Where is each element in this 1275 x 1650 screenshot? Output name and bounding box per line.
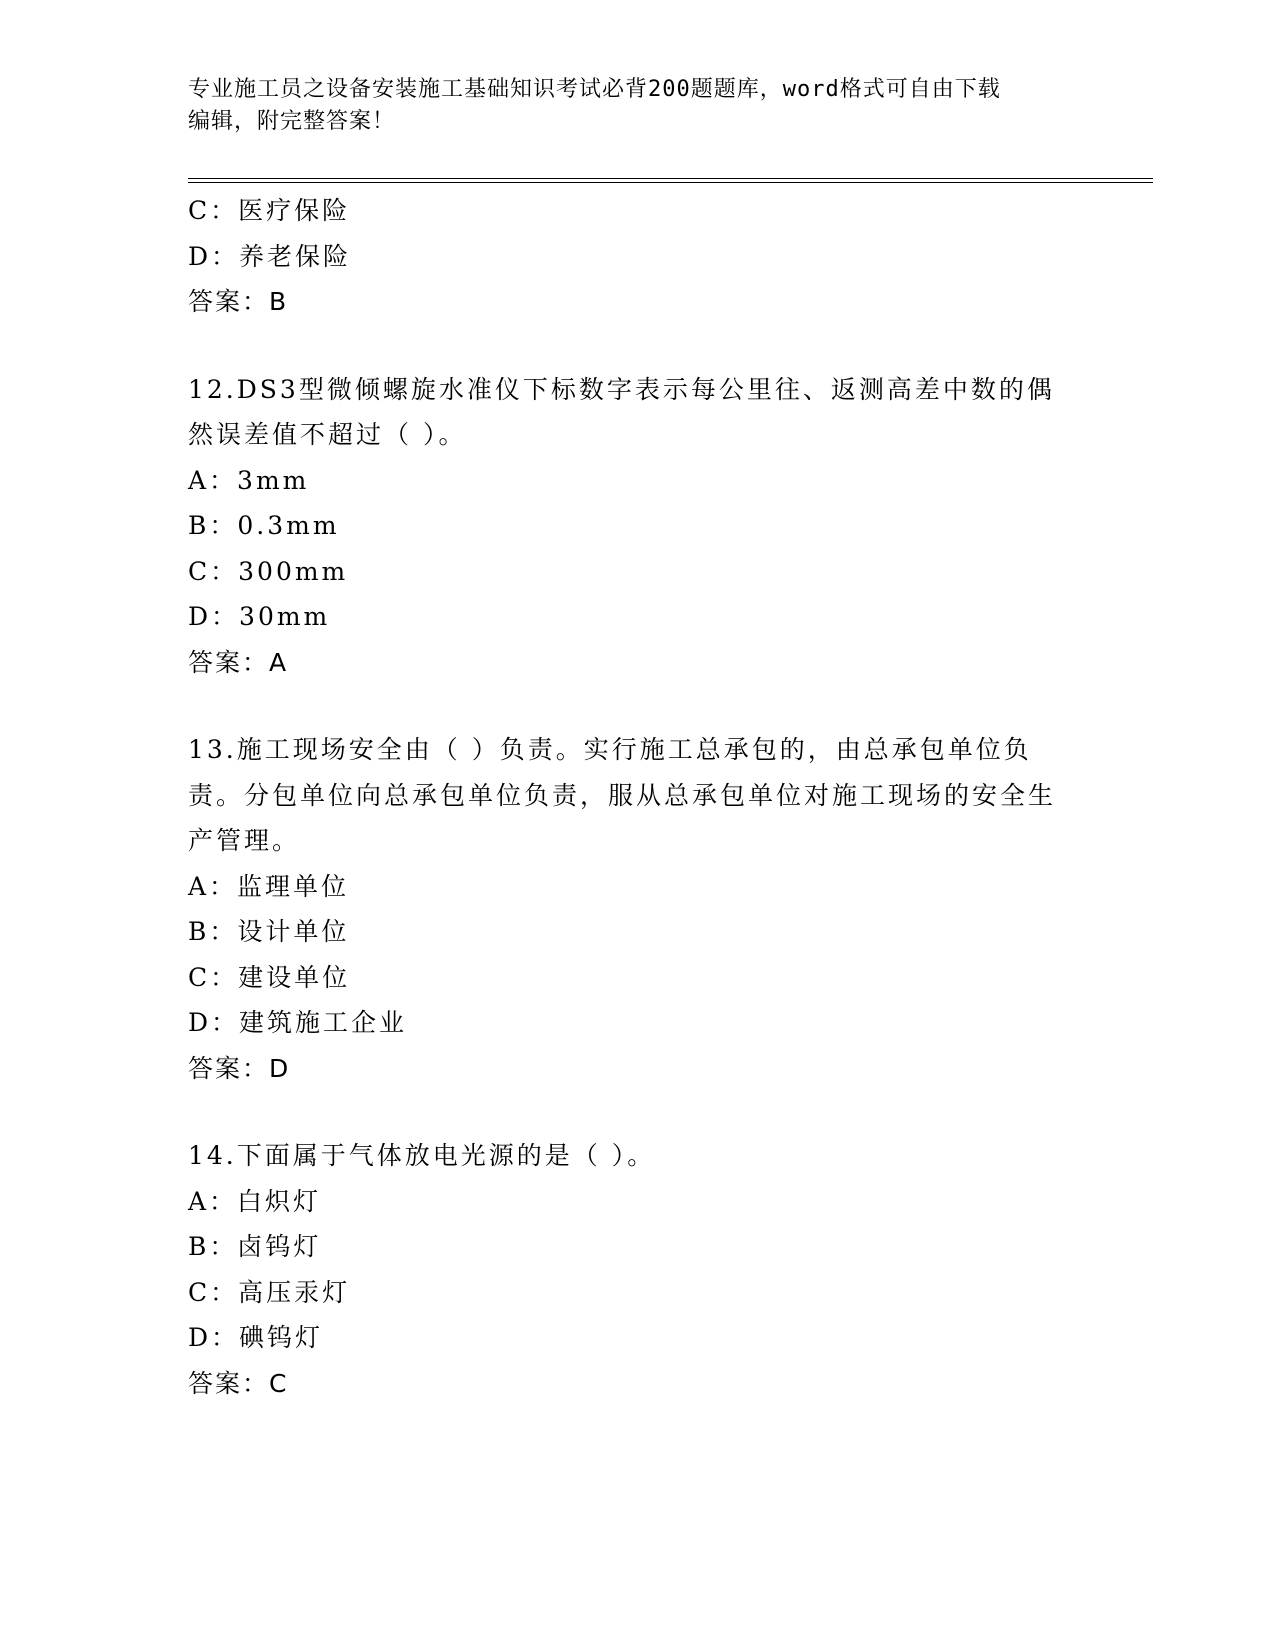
header-divider-bottom <box>188 182 1153 183</box>
question-text: 12.DS3型微倾螺旋水准仪下标数字表示每公里往、返测高差中数的偶然误差值不超过（ ）。 <box>188 374 1055 449</box>
answer-line: 答案：D <box>188 1053 291 1083</box>
option-b: B：卤钨灯 <box>188 1232 322 1261</box>
option-d: D：建筑施工企业 <box>188 1008 408 1037</box>
option-a: A：监理单位 <box>188 871 350 901</box>
answer-line: 答案：A <box>188 647 289 677</box>
document-header <box>188 74 1068 138</box>
option-c: C：医疗保险 <box>188 196 351 225</box>
question-block-11 <box>188 188 1068 325</box>
answer-line: 答案：B <box>188 287 289 316</box>
option-d: D：碘钨灯 <box>188 1323 324 1352</box>
question-list <box>188 188 1068 1406</box>
option-a: A：白炽灯 <box>188 1186 322 1216</box>
header-line-2: 编辑，附完整答案！ <box>188 109 396 134</box>
option-c: C：建设单位 <box>188 962 351 992</box>
header-line-1: 专业施工员之设备安装施工基础知识考试必背200题题库，word格式可自由下载 <box>188 77 1001 102</box>
option-c: C：高压汞灯 <box>188 1277 351 1307</box>
question-block-12 <box>188 367 1068 686</box>
option-a: A：3mm <box>188 465 310 495</box>
header-divider-top <box>188 178 1153 179</box>
option-d: D：30mm <box>188 602 331 631</box>
option-c: C：300mm <box>188 556 349 586</box>
question-text: 14.下面属于气体放电光源的是（ ）。 <box>188 1141 656 1170</box>
question-block-14 <box>188 1133 1068 1406</box>
question-block-13 <box>188 727 1068 1091</box>
option-b: B：0.3mm <box>188 511 340 540</box>
option-b: B：设计单位 <box>188 917 350 946</box>
answer-line: 答案：C <box>188 1368 289 1398</box>
question-text: 13.施工现场安全由（ ）负责。实行施工总承包的，由总承包单位负责。分包单位向总承包单位负责，服从总承包单位对施工现场的安全生产管理。 <box>188 735 1057 855</box>
option-d: D：养老保险 <box>188 241 352 271</box>
